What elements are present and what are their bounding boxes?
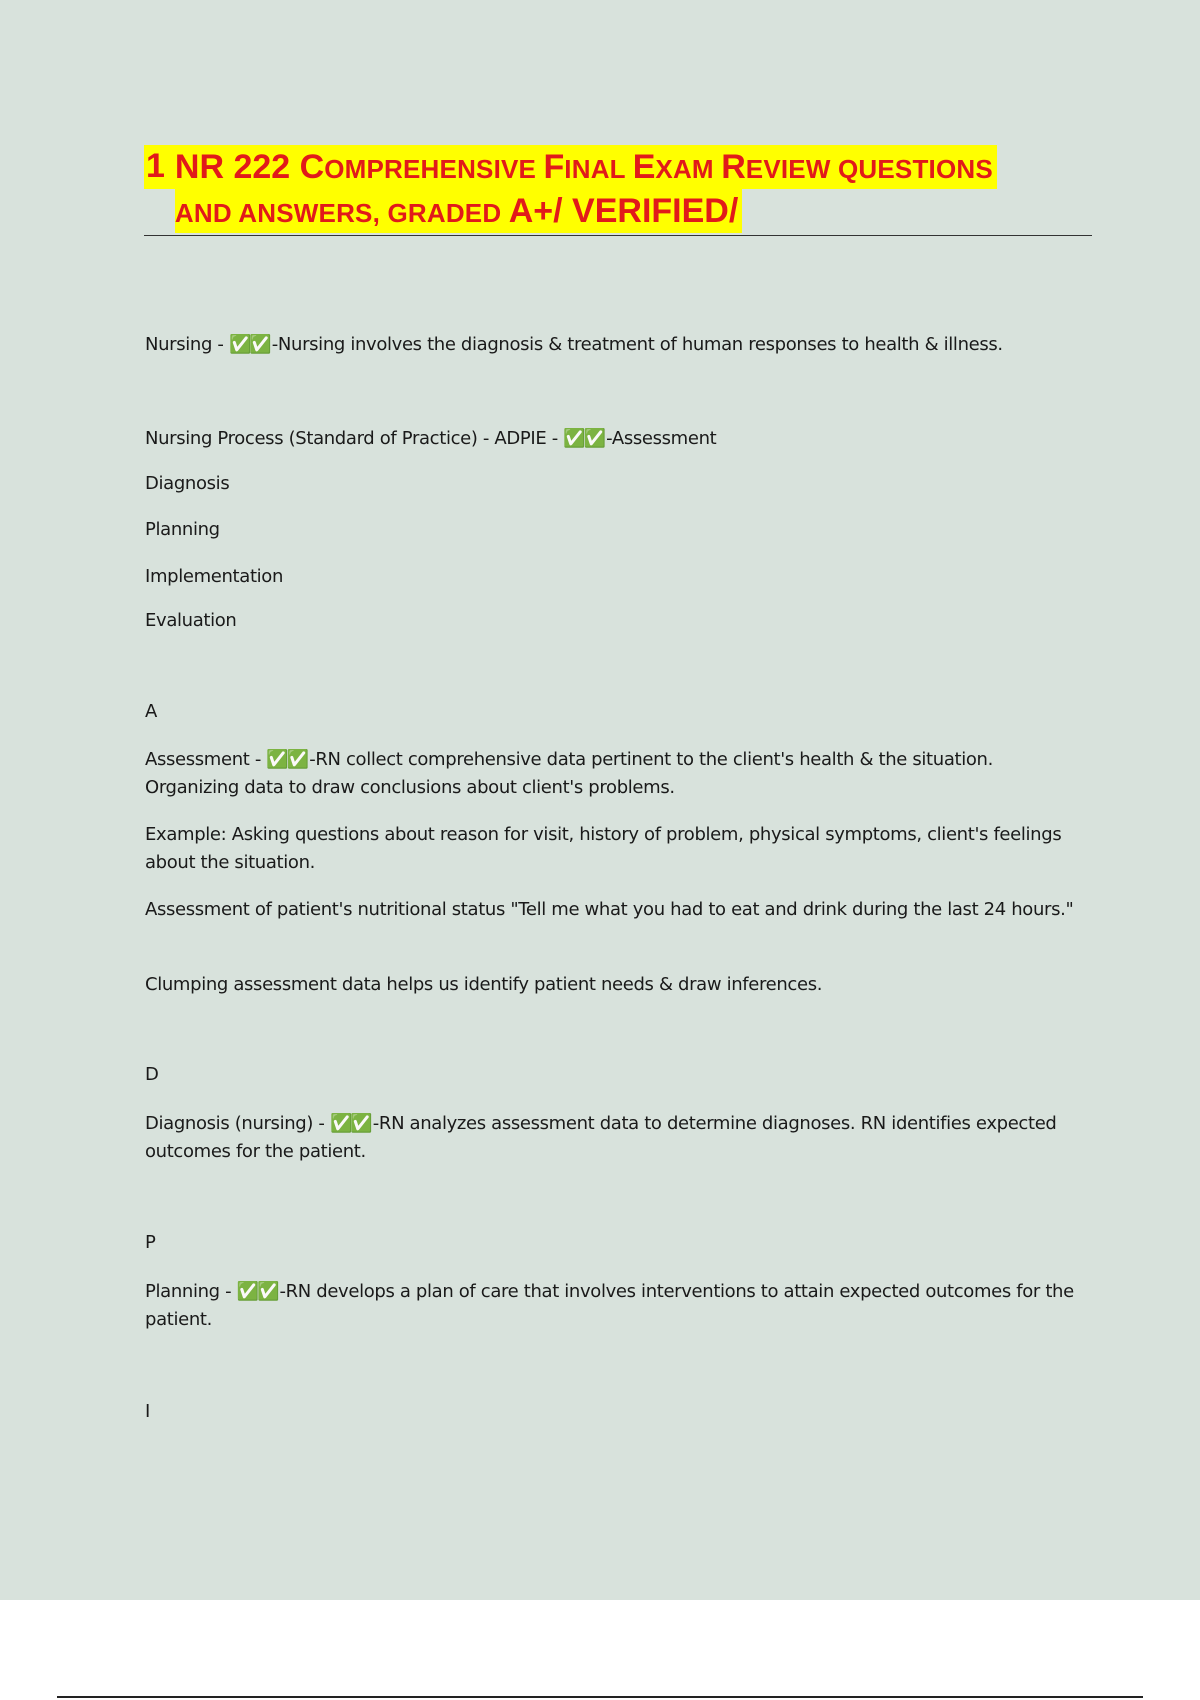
assessment-clumping: Clumping assessment data helps us identify patient needs & draw inferences. — [145, 974, 823, 995]
title-part: A+/ VERIFIED/ — [508, 192, 739, 230]
heading-number: 1 — [144, 145, 175, 189]
title-part: EVIEW QUESTIONS — [745, 154, 993, 184]
assessment-example: Example: Asking questions about reason for visit, history of problem, physical symptoms, client's feelings about the situation. — [145, 824, 1062, 873]
double-check-icon: ✅✅ — [329, 1113, 371, 1134]
title-part: E — [632, 148, 656, 186]
entry-definition: -RN analyzes assessment data to determine diagnoses. RN identifies expected outcomes for the patient. — [145, 1113, 1057, 1162]
adpie-step: Evaluation — [145, 610, 237, 631]
section-letter-a: A — [145, 701, 157, 722]
footer-rule — [57, 1696, 1143, 1698]
adpie-step: Implementation — [145, 566, 284, 587]
title-part: OMPREHENSIVE — [324, 154, 544, 184]
title-line-1 — [175, 145, 997, 189]
adpie-step: Diagnosis — [145, 473, 230, 494]
double-check-icon: ✅✅ — [563, 428, 605, 449]
title-part: INAL — [564, 154, 633, 184]
title-part: XAM — [655, 154, 722, 184]
entry-definition: -RN develops a plan of care that involves interventions to attain expected outcomes for the patient. — [145, 1281, 1074, 1330]
title-part: R — [721, 148, 746, 186]
entry-term: Assessment - — [145, 749, 267, 770]
entry-definition: -RN collect comprehensive data pertinent to the client's health & the situation. Organizing data to draw conclusions about client's problems. — [145, 749, 993, 798]
entry-nursing-process — [145, 425, 1085, 453]
entry-assessment — [145, 746, 1085, 802]
entry-term: Nursing - — [145, 334, 229, 355]
double-check-icon: ✅✅ — [236, 1281, 278, 1302]
double-check-icon: ✅✅ — [266, 749, 308, 770]
document-title — [144, 145, 1092, 236]
assessment-nutrition: Assessment of patient's nutritional status "Tell me what you had to eat and drink during the last 24 hours." — [145, 899, 1074, 920]
title-part: F — [543, 148, 565, 186]
entry-planning — [145, 1278, 1085, 1334]
double-check-icon: ✅✅ — [228, 334, 270, 355]
entry-term: Nursing Process (Standard of Practice) - ADPIE - — [145, 428, 564, 449]
section-letter-i: I — [145, 1401, 150, 1422]
entry-definition: -Nursing involves the diagnosis & treatment of human responses to health & illness. — [271, 334, 1003, 355]
entry-definition: -Assessment — [606, 428, 717, 449]
title-part: NR 222 C — [174, 148, 325, 186]
title-part: AND ANSWERS, GRADED — [174, 198, 509, 228]
entry-diagnosis — [145, 1110, 1085, 1166]
entry-term: Diagnosis (nursing) - — [145, 1113, 330, 1134]
section-letter-d: D — [145, 1064, 159, 1085]
entry-nursing — [145, 331, 1085, 359]
adpie-step: Planning — [145, 519, 220, 540]
entry-term: Planning - — [145, 1281, 237, 1302]
title-line-2 — [175, 189, 742, 233]
section-letter-p: P — [145, 1232, 156, 1253]
